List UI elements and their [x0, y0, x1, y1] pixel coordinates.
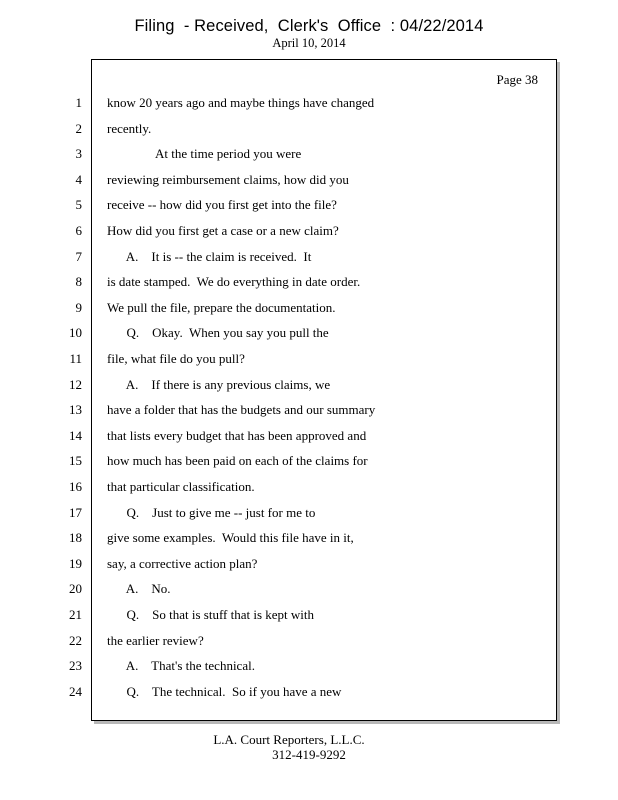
transcript-line-text: Q. So that is stuff that is kept with	[107, 607, 315, 622]
transcript-line-text: say, a corrective action plan?	[107, 556, 258, 571]
line-number: 24	[69, 684, 82, 699]
line-number: 18	[69, 530, 82, 545]
transcript-line-text: receive -- how did you first get into the file?	[107, 197, 337, 212]
line-number: 13	[69, 402, 82, 417]
line-number: 19	[69, 556, 82, 571]
transcript-date: April 10, 2014	[272, 36, 346, 50]
transcript-line-text: reviewing reimbursement claims, how did you	[107, 172, 349, 187]
line-number: 8	[75, 274, 82, 289]
transcript-line-text: Q. Okay. When you say you pull the	[107, 325, 329, 340]
line-number: 14	[69, 428, 82, 443]
page-number: Page 38	[496, 72, 538, 87]
transcript-line-text: A. No.	[107, 581, 171, 596]
line-number: 3	[75, 146, 82, 161]
transcript-line-text: At the time period you were	[107, 146, 302, 161]
transcript-line-text: A. If there is any previous claims, we	[107, 377, 331, 392]
line-number: 21	[69, 607, 82, 622]
line-number: 9	[75, 300, 82, 315]
line-number: 1	[75, 95, 82, 110]
transcript-line-text: Q. Just to give me -- just for me to	[107, 505, 316, 520]
transcript-line-text: how much has been paid on each of the claims for	[107, 453, 368, 468]
transcript-line-text: We pull the file, prepare the documentation.	[107, 300, 336, 315]
transcript-line-text: that lists every budget that has been approved and	[107, 428, 367, 443]
transcript-line-text: recently.	[107, 121, 152, 136]
line-number: 11	[69, 351, 82, 366]
transcript-line-text: is date stamped. We do everything in date order.	[107, 274, 361, 289]
transcript-line-text: give some examples. Would this file have in it,	[107, 530, 354, 545]
line-number: 10	[69, 325, 82, 340]
transcript-line-text: file, what file do you pull?	[107, 351, 245, 366]
line-number: 4	[75, 172, 82, 187]
line-number: 6	[75, 223, 82, 238]
line-number: 5	[75, 197, 82, 212]
line-number: 7	[75, 249, 82, 264]
line-number: 15	[69, 453, 82, 468]
transcript-line-text: Q. The technical. So if you have a new	[107, 684, 342, 699]
line-number: 22	[69, 633, 82, 648]
transcript-line-text: A. That's the technical.	[107, 658, 255, 673]
court-reporter-name: L.A. Court Reporters, L.L.C.	[213, 732, 365, 747]
line-number: 17	[69, 505, 82, 520]
filing-stamp-header: Filing - Received, Clerk's Office : 04/22/2014	[134, 17, 484, 35]
line-number: 20	[69, 581, 82, 596]
transcript-line-text: know 20 years ago and maybe things have changed	[107, 95, 375, 110]
line-number: 2	[75, 121, 82, 136]
transcript-line-text: that particular classification.	[107, 479, 255, 494]
line-number: 12	[69, 377, 82, 392]
transcript-line-text: have a folder that has the budgets and our summary	[107, 402, 376, 417]
transcript-line-text: A. It is -- the claim is received. It	[107, 249, 312, 264]
court-reporter-phone: 312-419-9292	[272, 747, 346, 762]
line-number: 16	[69, 479, 82, 494]
transcript-line-text: the earlier review?	[107, 633, 204, 648]
line-number: 23	[69, 658, 82, 673]
transcript-line-text: How did you first get a case or a new claim?	[107, 223, 339, 238]
